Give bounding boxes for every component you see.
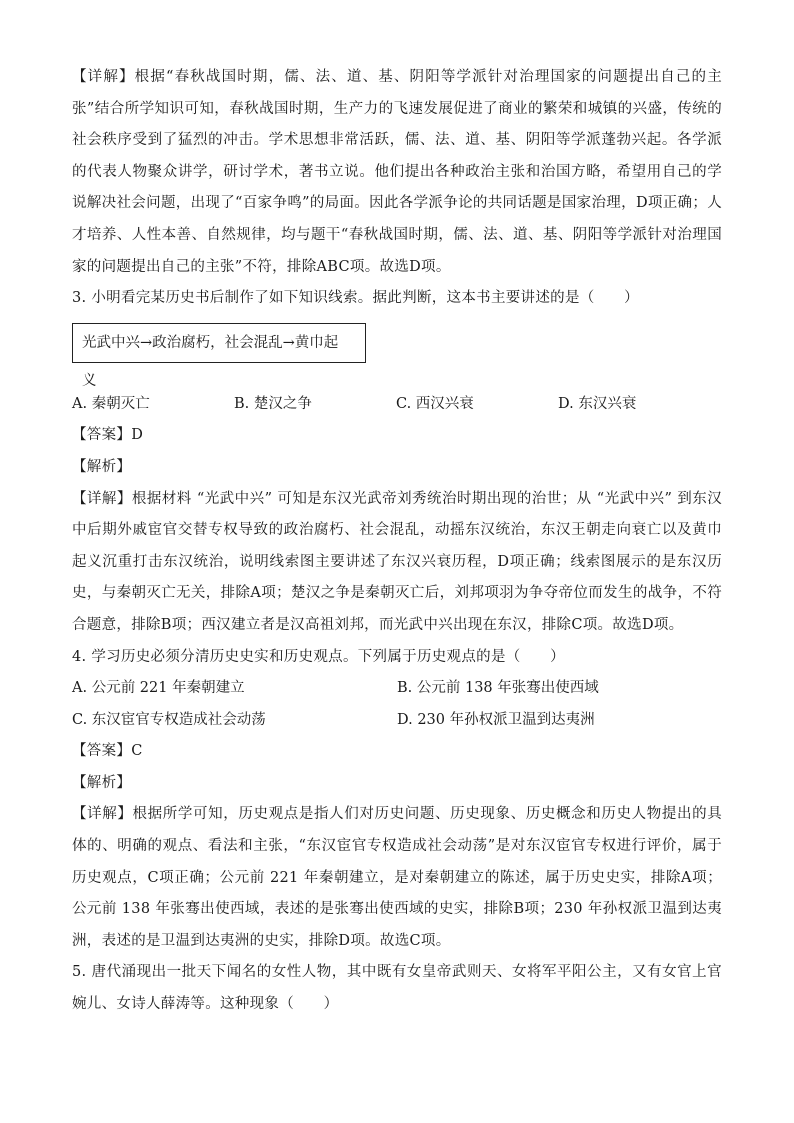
answer-label: 【答案】 (72, 427, 132, 444)
q4-option-a: A. 公元前 221 年秦朝建立 (72, 680, 245, 697)
q3-options (72, 389, 722, 421)
q4-stem: 4. 学习历史必须分清历史史实和历史观点。下列属于历史观点的是（ ） (72, 648, 565, 665)
q4-option-b: B. 公元前 138 年张骞出使西域 (397, 680, 599, 697)
detail-label: 【详解】 (72, 69, 135, 85)
q3-option-c: C. 西汉兴衰 (396, 395, 474, 412)
q5-stem: 5. 唐代涌现出一批天下闻名的女性人物，其中既有女皇帝武则天、女将军平阳公主，又有女官上官婉儿、女诗人薛涛等。这种现象（ ） (72, 964, 722, 1013)
q4-detail-text: 根据所学可知，历史观点是指人们对历史问题、历史现象、历史概念和历史人物提出的具体的、明确的观点、看法和主张，“东汉宦官专权造成社会动荡”是对东汉宦官专权进行评价，属于历史观点，C项正确；公元前 221 年秦朝建立，是对秦朝建立的陈述，属于历史史实，排除A项；公元前 138 年张骞出使西域，表述的是张骞出使西域的史实，排除B项；230 年孙权派卫温到达夷洲，表述的是卫温到达夷洲的史实，排除D项。故选C项。 (72, 806, 722, 949)
q4-answer (72, 736, 722, 768)
answer-label: 【答案】 (72, 743, 132, 760)
q4-jiexi-label: 【解析】 (72, 774, 132, 791)
q3-option-b: B. 楚汉之争 (234, 395, 312, 412)
answer-value: D (131, 427, 144, 444)
q3-jiexi-label: 【解析】 (72, 458, 132, 475)
q3-detail-text: 根据材料 “光武中兴” 可知是东汉光武帝刘秀统治时期出现的治世；从 “光武中兴” 到东汉中后期外戚宦官交替专权导致的政治腐朽、社会混乱，动摇东汉统治，东汉王朝走向衰亡以及黄巾起义沉重打击东汉统治，说明线索图主要讲述了东汉兴衰历程，D项正确；线索图展示的是东汉历史，与秦朝灭亡无关，排除A项；楚汉之争是秦朝灭亡后，刘邦项羽为争夺帝位而发生的战争，不符合题意，排除B项；西汉建立者是汉高祖刘邦，而光武中兴出现在东汉，排除C项。故选D项。 (72, 490, 722, 633)
detail-label: 【详解】 (72, 806, 133, 823)
document-page (72, 62, 722, 1021)
q3-option-d: D. 东汉兴衰 (558, 395, 637, 412)
q3-stem: 3. 小明看完某历史书后制作了如下知识线索。据此判断，这本书主要讲述的是（ ） (72, 290, 639, 307)
detail-label: 【详解】 (72, 490, 132, 507)
q3-option-a: A. 秦朝灭亡 (72, 395, 150, 412)
q2-analysis-text: 根据“春秋战国时期，儒、法、道、基、阴阳等学派针对治理国家的问题提出自己的主张”结合所学知识可知，春秋战国时期，生产力的飞速发展促进了商业的繁荣和城镇的兴盛，传统的社会秩序受到了猛烈的冲击。学术思想非常活跃，儒、法、道、基、阴阳等学派蓬勃兴起。各学派的代表人物聚众讲学，研讨学术，著书立说。他们提出各种政治主张和治国方略，希望用自己的学说解决社会问题，出现了“百家争鸣”的局面。因此各学派争论的共同话题是国家治理，D项正确；人才培养、人性本善、自然规律，均与题干“春秋战国时期，儒、法、道、基、阴阳等学派针对治理国家的问题提出自己的主张”不符，排除ABC项。故选D项。 (72, 69, 723, 275)
q3-detail (72, 484, 722, 642)
q4-option-d: D. 230 年孙权派卫温到达夷洲 (397, 711, 595, 728)
q4-options-row2 (72, 705, 722, 737)
q4-options-row1 (72, 673, 722, 705)
q4-option-c: C. 东汉宦官专权造成社会动荡 (72, 711, 266, 728)
q2-analysis-paragraph (72, 62, 722, 283)
q4-detail (72, 799, 722, 957)
knowledge-clue-box: 光武中兴→政治腐朽，社会混乱→黄巾起义 (72, 323, 366, 363)
q3-answer (72, 420, 722, 452)
answer-value: C (131, 743, 143, 760)
